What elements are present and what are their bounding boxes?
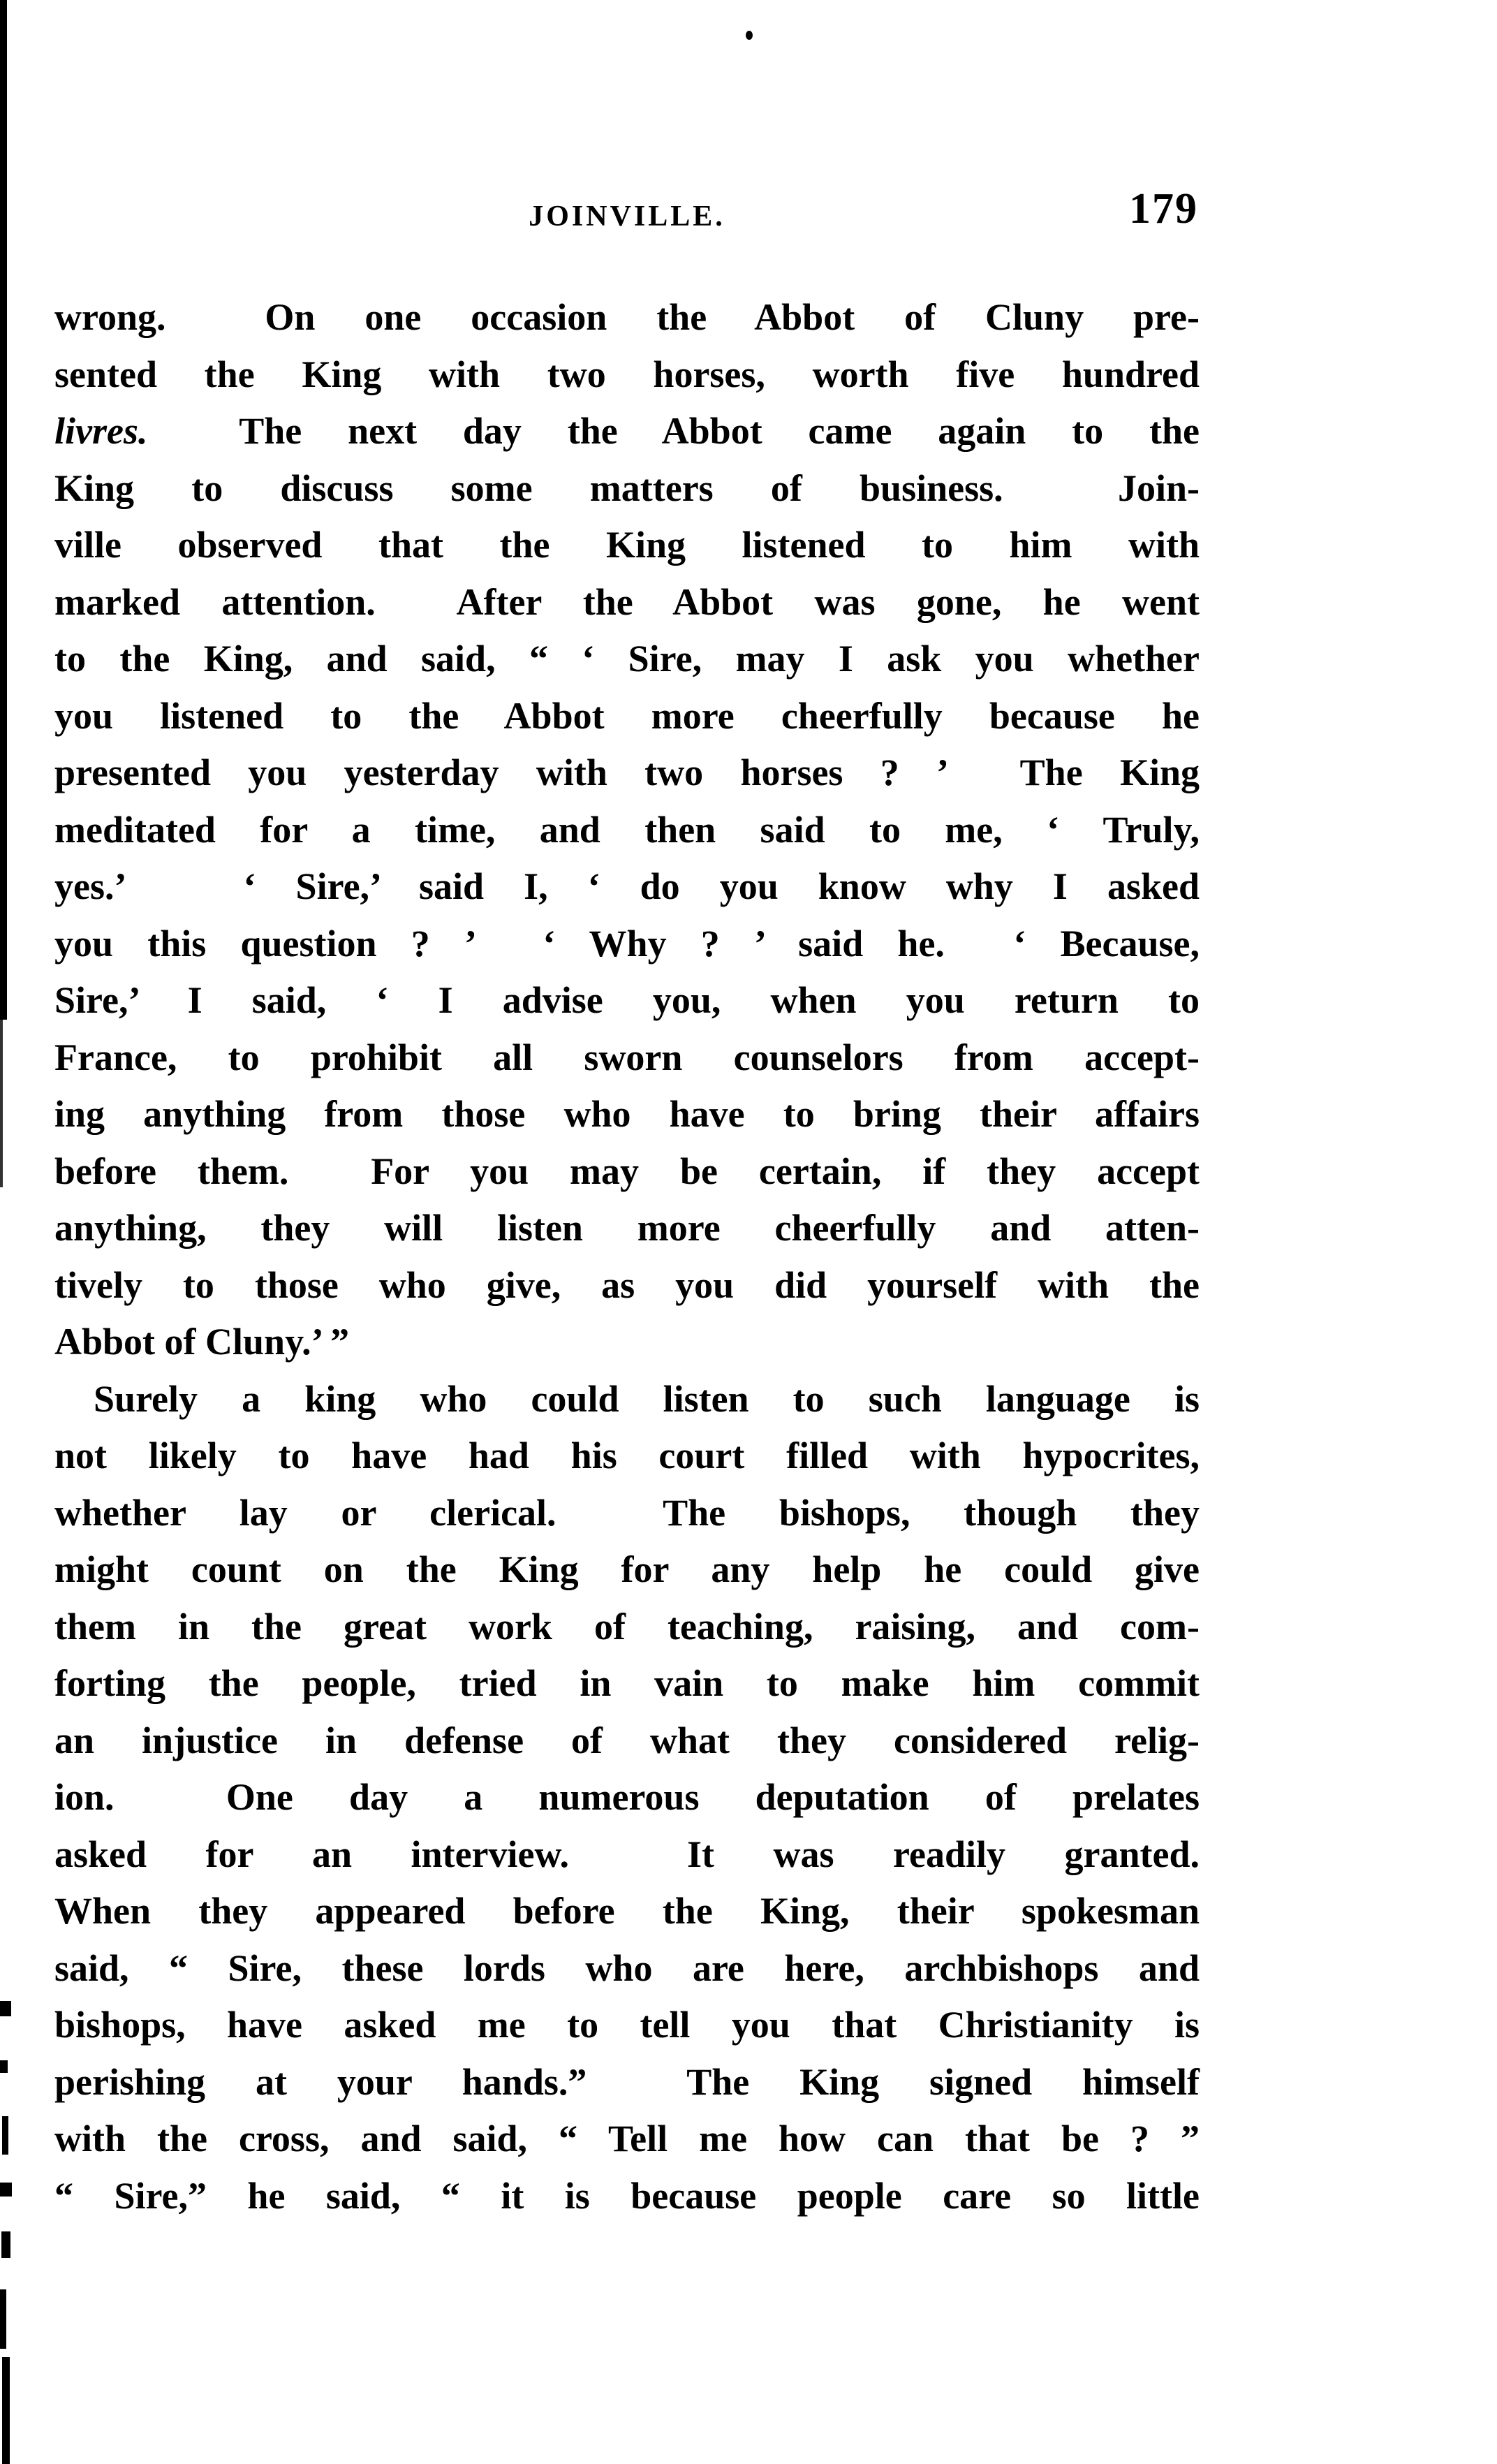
text-segment: you listened to the Abbot more cheerfully because he [54, 694, 1200, 737]
text-segment: an injustice in defense of what they considered relig- [54, 1719, 1200, 1761]
text-segment: asked for an interview. It was readily granted. [54, 1833, 1200, 1875]
text-segment: meditated for a time, and then said to me, ‘ Truly, [54, 808, 1200, 851]
text-segment: with the cross, and said, “ Tell me how can that be ? ” [54, 2118, 1200, 2159]
text-segment: not likely to have had his court filled with hypocrites, [54, 1435, 1200, 1476]
text-segment: The next day the Abbot came again to the [147, 410, 1200, 452]
text-block [54, 289, 1200, 2224]
text-line [54, 460, 1200, 518]
text-line [54, 1769, 1200, 1826]
text-line [54, 688, 1200, 745]
italic-text-segment: livres. [54, 410, 148, 452]
text-line [54, 346, 1200, 404]
text-line [54, 631, 1200, 688]
text-segment: When they appeared before the King, their spokesman [54, 1890, 1200, 1932]
page-title: JOINVILLE. [529, 200, 725, 233]
text-segment: before them. For you may be certain, if they accept [54, 1150, 1200, 1192]
text-line [54, 1541, 1200, 1599]
text-line [54, 1257, 1200, 1314]
text-line [54, 1143, 1200, 1201]
text-line [54, 1826, 1200, 1884]
text-segment: you this question ? ’ ‘ Why ? ’ said he. ‘ Because, [54, 922, 1200, 965]
text-line [54, 403, 1200, 460]
page-number: 179 [1129, 185, 1198, 233]
text-line [54, 802, 1200, 859]
scan-artifact [0, 1020, 3, 1187]
text-line [54, 1086, 1200, 1143]
text-line [54, 916, 1200, 973]
text-segment: to the King, and said, “ ‘ Sire, may I ask you whether [54, 638, 1200, 680]
text-segment: perishing at your hands.” The King signed himself [54, 2060, 1200, 2103]
text-line [54, 745, 1200, 802]
text-segment: said, “ Sire, these lords who are here, archbishops and [54, 1946, 1200, 1989]
text-line [54, 1997, 1200, 2054]
text-line [54, 1599, 1200, 1656]
text-line [54, 289, 1200, 346]
text-segment: wrong. On one occasion the Abbot of Cluny pre- [54, 296, 1200, 338]
text-line [54, 574, 1200, 631]
text-line [54, 972, 1200, 1029]
text-line [54, 1371, 1200, 1428]
text-segment: anything, they will listen more cheerfully and atten- [54, 1207, 1200, 1249]
text-segment: tively to those who give, as you did yourself with the [54, 1263, 1200, 1306]
text-line [54, 2111, 1200, 2168]
text-line [54, 858, 1200, 916]
text-segment: bishops, have asked me to tell you that Christianity is [54, 2004, 1200, 2046]
text-segment: ing anything from those who have to bring their affairs [54, 1093, 1200, 1135]
text-segment: Abbot of Cluny.’ ” [54, 1321, 350, 1363]
text-line [54, 2168, 1200, 2225]
text-segment: sented the King with two horses, worth five hundred [54, 353, 1200, 395]
text-segment: ville observed that the King listened to him with [54, 524, 1200, 566]
text-segment: marked attention. After the Abbot was gone, he went [54, 580, 1200, 623]
text-segment: Sire,’ I said, ‘ I advise you, when you return to [54, 979, 1200, 1021]
text-segment: King to discuss some matters of business. Join- [54, 467, 1200, 509]
text-segment: ion. One day a numerous deputation of prelates [54, 1776, 1200, 1818]
text-segment: Surely a king who could listen to such language is [94, 1377, 1200, 1420]
text-line [54, 1428, 1200, 1485]
ink-speck [746, 31, 753, 40]
text-line [54, 1485, 1200, 1542]
scan-artifact [0, 2183, 12, 2197]
text-segment: forting the people, tried in vain to make him commit [54, 1662, 1200, 1704]
text-line [54, 1029, 1200, 1087]
text-segment: them in the great work of teaching, raising, and com- [54, 1605, 1200, 1648]
text-line [54, 1314, 1200, 1371]
text-line [54, 1655, 1200, 1713]
text-line [54, 517, 1200, 574]
text-segment: whether lay or clerical. The bishops, though they [54, 1491, 1200, 1534]
text-line [54, 1200, 1200, 1257]
scan-artifact [1, 2231, 10, 2258]
text-segment: yes.’ ‘ Sire,’ said I, ‘ do you know why I asked [54, 865, 1200, 907]
text-segment: presented you yesterday with two horses ? ’ The King [54, 751, 1200, 793]
scan-artifact [0, 2001, 11, 2016]
running-head [54, 185, 1200, 246]
scan-artifact [2, 2357, 10, 2464]
scan-artifact [2, 2116, 8, 2155]
scan-artifact [0, 0, 7, 1020]
text-line [54, 1940, 1200, 1997]
text-segment: might count on the King for any help he could give [54, 1548, 1200, 1590]
scan-artifact [0, 2289, 6, 2349]
scan-artifact [0, 2060, 8, 2073]
text-line [54, 1713, 1200, 1770]
text-segment: France, to prohibit all sworn counselors from accept- [54, 1036, 1200, 1078]
text-segment: “ Sire,” he said, “ it is because people care so little [54, 2174, 1200, 2217]
text-line [54, 2054, 1200, 2111]
text-line [54, 1883, 1200, 1940]
